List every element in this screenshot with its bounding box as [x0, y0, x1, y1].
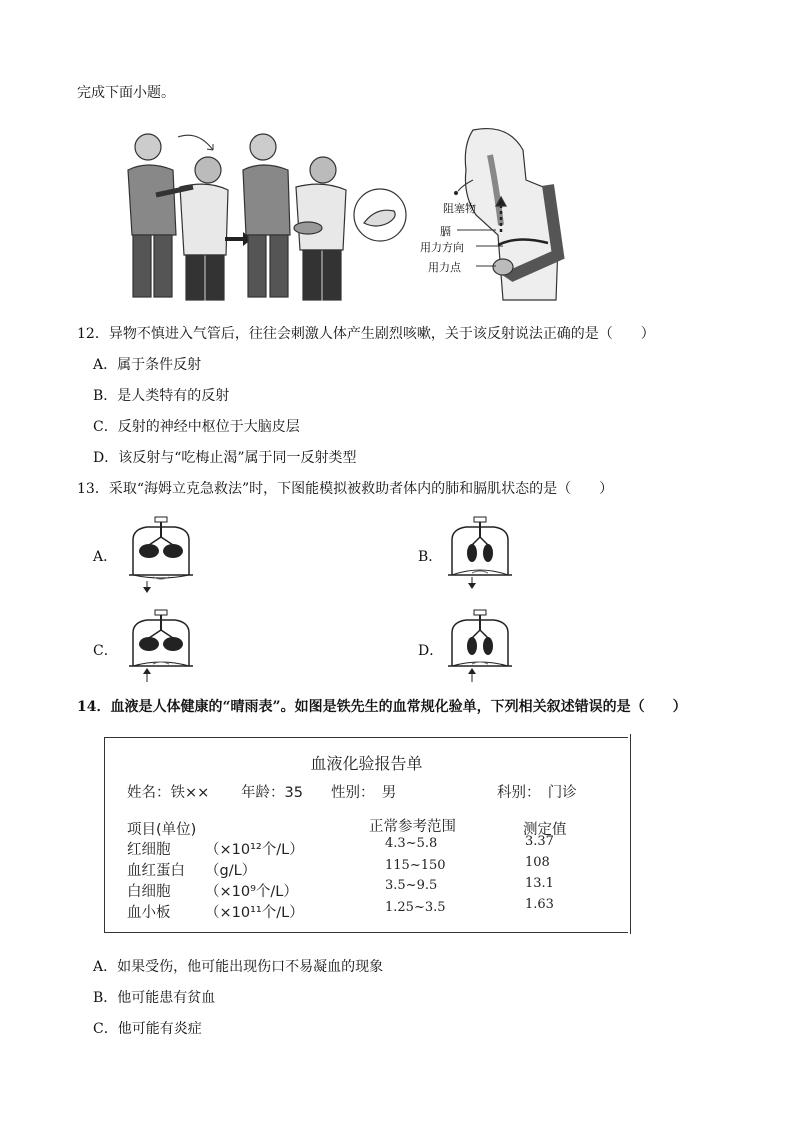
report-row-range: 3.5~9.5: [385, 878, 438, 893]
report-row-name: 血红蛋白: [127, 863, 185, 879]
q14-option-a: A．如果受伤，他可能出现伤口不易凝血的现象: [93, 959, 384, 975]
report-row-value: 13.1: [525, 876, 554, 891]
report-gender: 性别： 男: [331, 785, 397, 801]
report-age: 年龄：35: [241, 785, 303, 801]
q12-option-b: B．是人类特有的反射: [93, 388, 230, 404]
report-title: 血液化验报告单: [310, 754, 423, 773]
report-name: 姓名：铁××: [127, 785, 210, 801]
q12-option-a: A．属于条件反射: [93, 357, 202, 373]
report-row-range: 1.25~3.5: [385, 900, 446, 915]
report-row-value: 1.63: [525, 897, 554, 912]
label-diaphragm: 膈: [440, 225, 451, 238]
report-row-unit: （g/L）: [205, 863, 257, 879]
bell-jar-c: [125, 608, 197, 690]
q13-option-b-label: B．: [418, 549, 443, 565]
bell-jar-a: [125, 515, 197, 597]
label-obstruction: 阻塞物: [443, 202, 476, 215]
report-col-value: 测定值: [523, 822, 567, 838]
report-col-range: 正常参考范围: [369, 819, 456, 835]
report-row-name: 白细胞: [127, 884, 171, 900]
bell-jar-b: [444, 515, 516, 597]
blood-test-report: [104, 737, 628, 933]
bell-jar-d: [444, 608, 516, 690]
q12-stem: 12．异物不慎进入气管后，往往会刺激人体产生剧烈咳嗽，关于该反射说法正确的是（ ）: [77, 326, 655, 342]
q14-stem: 14．血液是人体健康的“晴雨表”。如图是铁先生的血常规化验单，下列相关叙述错误的是（ ）: [77, 699, 687, 715]
q13-option-c-label: C．: [93, 643, 118, 659]
rescuer-abdominal-thrust-illustration: [243, 134, 346, 300]
q12-option-c: C．反射的神经中枢位于大脑皮层: [93, 419, 300, 435]
report-row-value: 3.37: [525, 834, 554, 849]
report-row-unit: （×10⁹个/L）: [205, 884, 298, 900]
report-row-range: 4.3~5.8: [385, 836, 438, 851]
report-row-name: 血小板: [127, 905, 171, 921]
hand-position-zoom: [354, 189, 406, 241]
q13-option-d-label: D．: [418, 643, 444, 659]
q12-option-d: D．该反射与“吃梅止渴”属于同一反射类型: [93, 450, 357, 466]
q14-option-b: B．他可能患有贫血: [93, 990, 216, 1006]
report-row-range: 115~150: [385, 858, 446, 873]
rescuer-back-blow-illustration: [128, 134, 228, 300]
q13-stem: 13．采取“海姆立克急救法”时，下图能模拟被救助者体内的肺和膈肌状态的是（ ）: [77, 481, 614, 497]
report-col-item: 项目(单位): [127, 822, 197, 838]
intro-text: 完成下面小题。: [77, 85, 175, 101]
q13-option-a-label: A．: [93, 549, 118, 565]
label-force-direction: 用力方向: [420, 241, 464, 254]
report-department: 科别： 门诊: [497, 785, 577, 801]
report-row-value: 108: [525, 855, 550, 870]
report-row-unit: （×10¹²个/L）: [205, 842, 304, 858]
report-row-unit: （×10¹¹个/L）: [205, 905, 304, 921]
label-force-point: 用力点: [428, 261, 461, 274]
report-row-name: 红细胞: [127, 842, 171, 858]
heimlich-figure: [118, 125, 568, 305]
q14-option-c: C．他可能有炎症: [93, 1021, 202, 1037]
